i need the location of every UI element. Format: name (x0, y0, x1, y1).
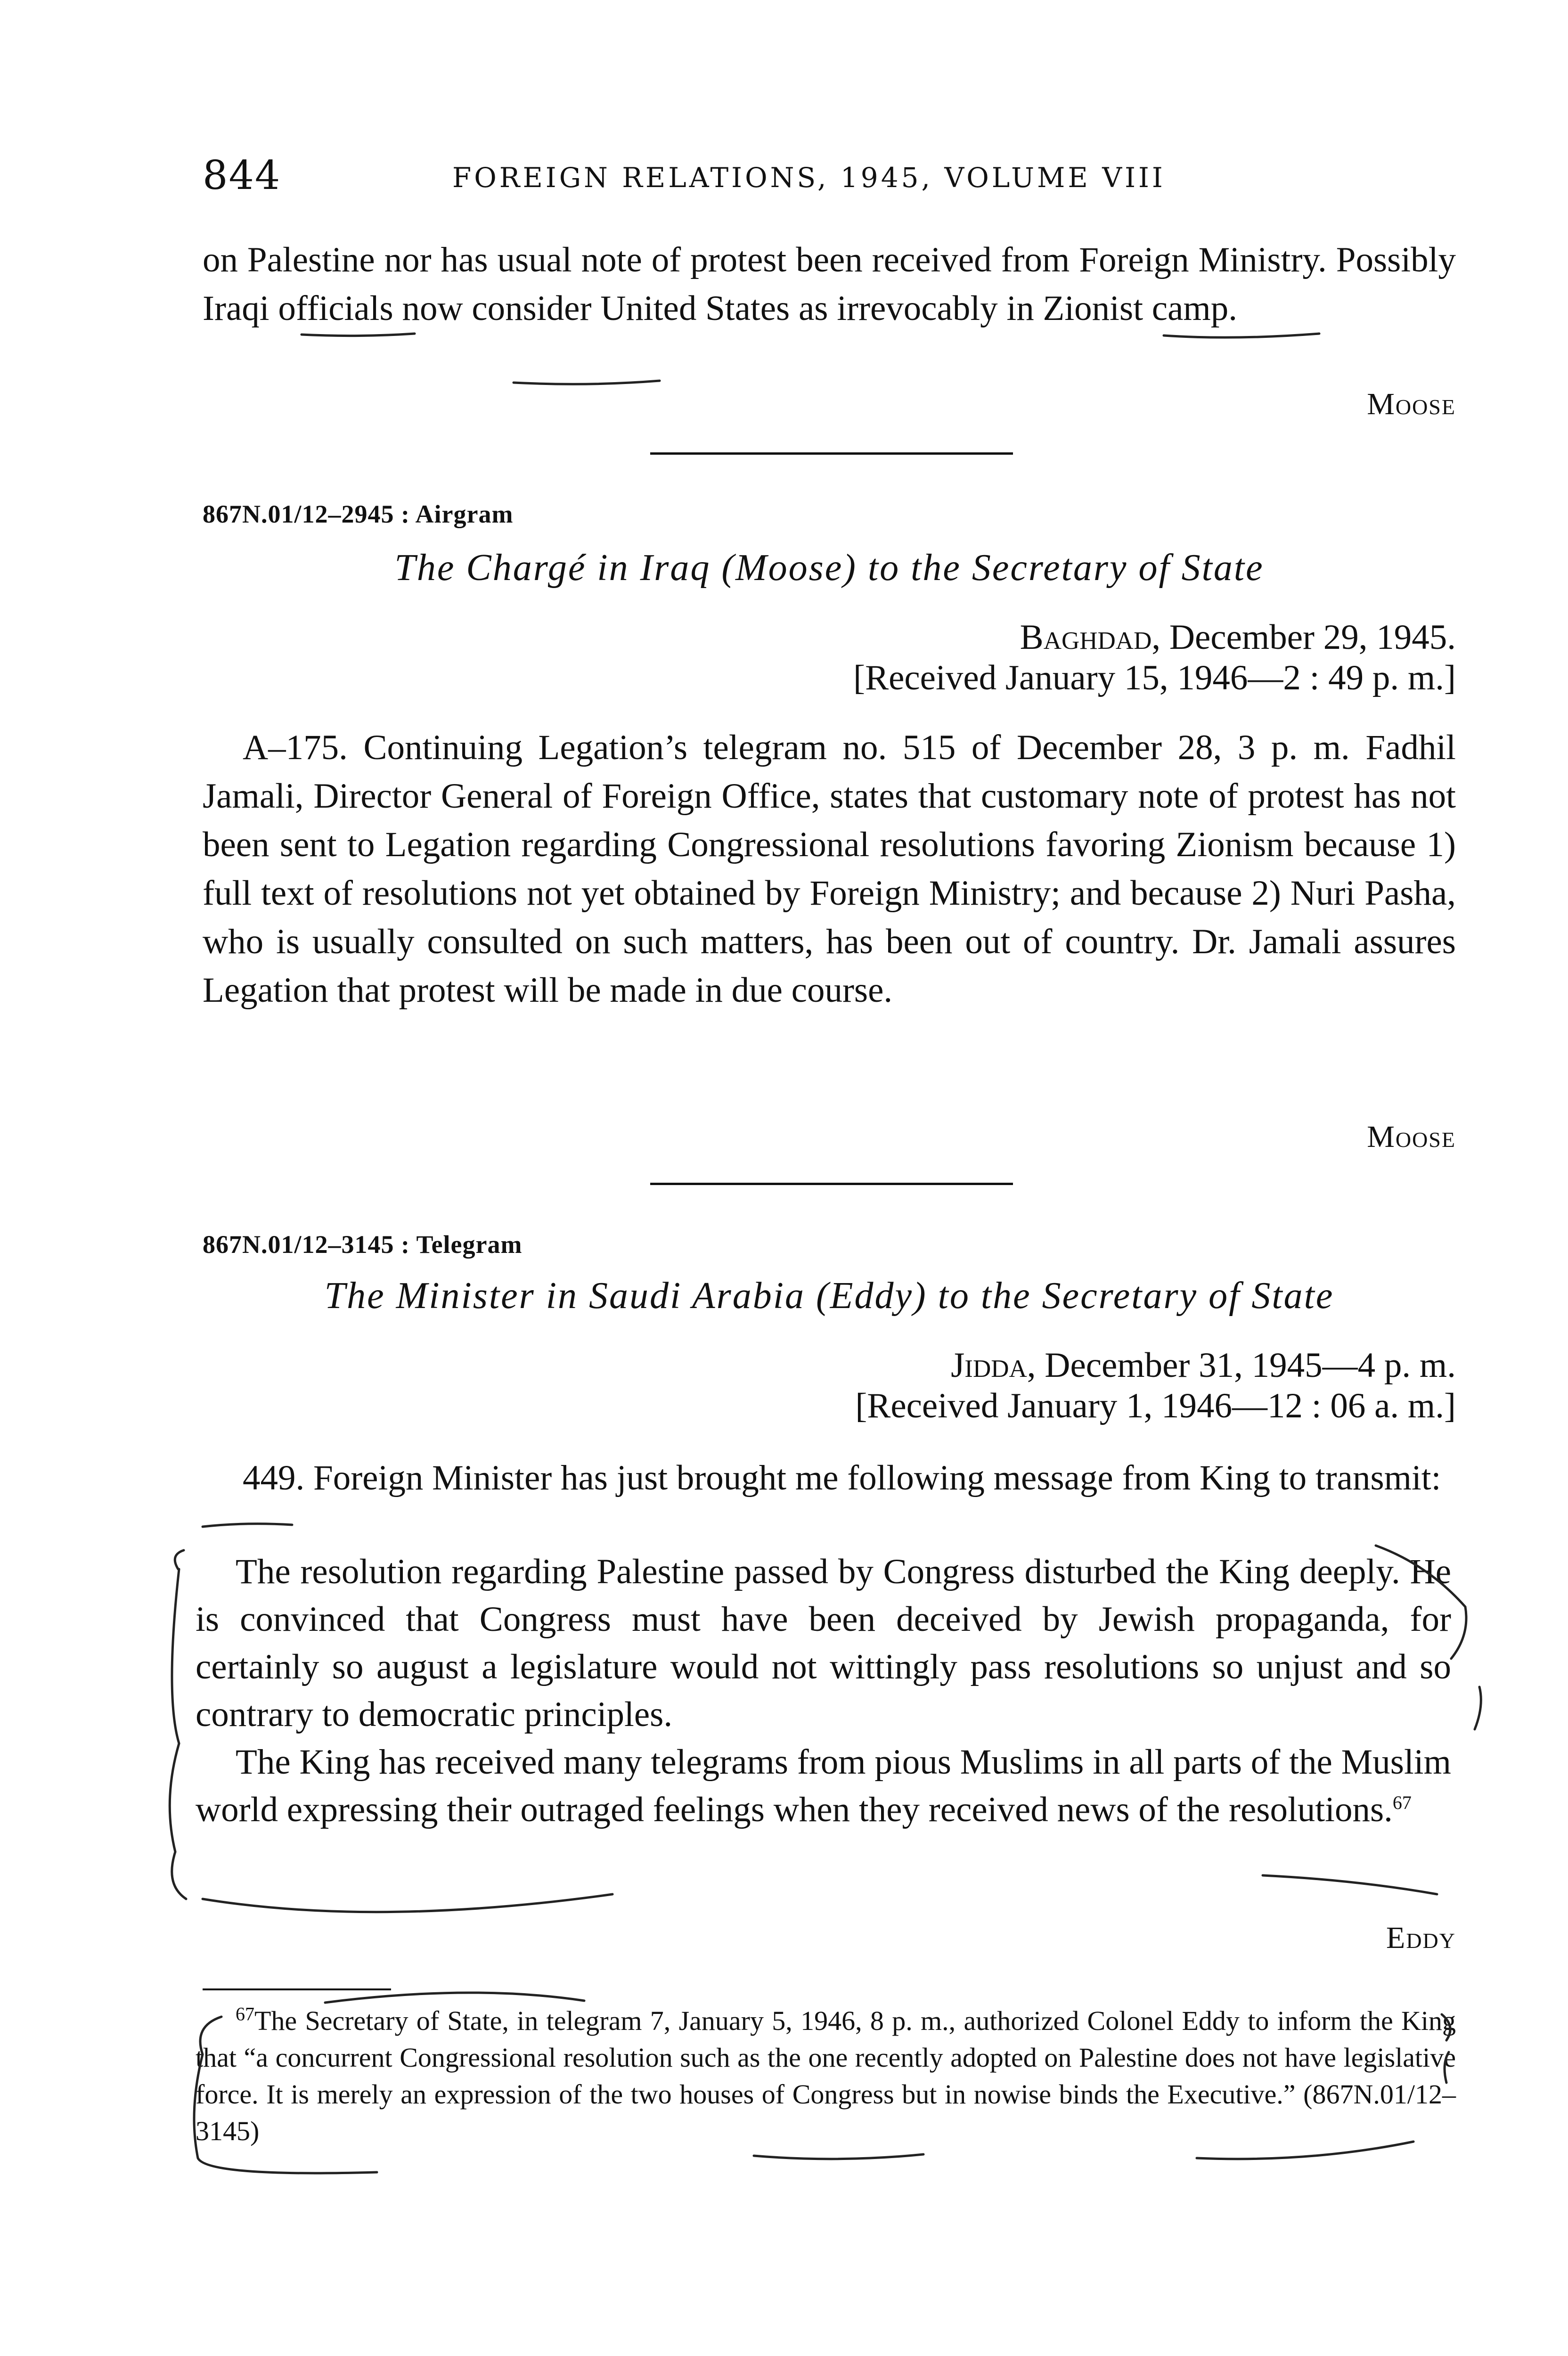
underline-they-received (203, 1894, 612, 1912)
quote-bracket-left (170, 1550, 186, 1899)
doc1-dateline (203, 617, 1456, 698)
doc1-received: [Received January 15, 1946—2 : 49 p. m.] (853, 658, 1456, 697)
doc2-intro-section (203, 1454, 1456, 1502)
continuation-section (203, 236, 1456, 333)
doc2-received: [Received January 1, 1946—12 : 06 a. m.] (855, 1386, 1456, 1425)
doc1-place: Baghdad (1020, 618, 1152, 657)
doc2-quote-paragraph-1: The resolution regarding Palestine passed by Congress disturbed the King deeply. He is convinced that Congress must have been deceived by Jewish propaganda, for certainly so august a legislature would not wittingly pass resolutions so unjust and so contrary to democratic principles. (196, 1552, 1451, 1734)
doc1-title: The Chargé in Iraq (Moose) to the Secretary of State (394, 547, 1264, 589)
doc2-quote-paragraph-2-text: The King has received many telegrams from pious Muslims in all parts of the Muslim world expressing their outraged feelings when they received news of the resolutions. (196, 1742, 1451, 1829)
signature-moose-2: Moose (1367, 1120, 1456, 1154)
signature-eddy: Eddy (1386, 1921, 1456, 1955)
signature-moose-1: Moose (1367, 387, 1456, 421)
doc2-place: Jidda (951, 1346, 1027, 1385)
footnote-text: The Secretary of State, in telegram 7, January 5, 1946, 8 p. m., authorized Colonel Eddy to inform the King that “a concurrent Congressional resolution such as the one recently adopted on Palestine does not have legislative force. It is merely an expression of the two houses of Congress but in nowise binds the Executive.” (867N.01/12–3145) (196, 2005, 1456, 2146)
page-header (203, 152, 1456, 207)
doc1-title-row (203, 547, 1456, 589)
underline-feelings-when (1263, 1875, 1437, 1894)
doc1-file-number-row (203, 499, 1456, 529)
section-divider-1 (650, 452, 1013, 455)
doc2-file-number: 867N.01/12–3145 : Telegram (203, 1230, 523, 1259)
page-number: 844 (203, 152, 281, 198)
doc2-signature-row (203, 1920, 1456, 1956)
footnote-number: 67 (236, 2003, 254, 2025)
doc2-quote-section (196, 1548, 1451, 1833)
footnote-underline-houses (754, 2154, 923, 2159)
doc2-quote-paragraph-2 (196, 1738, 1451, 1833)
doc1-body: A–175. Continuing Legation’s telegram no. 515 of December 28, 3 p. m. Fadhil Jamali, Director General of Foreign Office, states that customary note of protest has not been sent to Legation regarding Congressional resolutions favoring Zionism because 1) full text of resolutions not yet obtained by Foreign Ministry; and because 2) Nuri Pasha, who is usually consulted on such matters, has been out of country. Dr. Jamali assures Legation that protest will be made in due course. (203, 728, 1456, 1010)
doc1-signature-row (203, 1119, 1456, 1155)
doc1-date-line (203, 617, 1456, 658)
footnote-rule (203, 1988, 391, 1990)
footnote-ref-67: 67 (1392, 1792, 1412, 1813)
doc2-file-number-row (203, 1230, 1456, 1259)
running-head: FOREIGN RELATIONS, 1945, VOLUME VIII (452, 162, 1166, 194)
underline-possibly-iraqi (302, 334, 415, 336)
underline-zionist-camp (514, 381, 660, 384)
footnote-section (196, 2003, 1456, 2150)
continuation-text: on Palestine nor has usual note of protest been received from Foreign Ministry. Possibly Iraqi officials now consider United States as irrevocably in Zionist camp. (203, 240, 1456, 328)
doc2-title: The Minister in Saudi Arabia (Eddy) to the Secretary of State (324, 1275, 1334, 1317)
footnote-67 (196, 2003, 1456, 2150)
doc2-dateline (203, 1345, 1456, 1426)
doc2-date: , December 31, 1945—4 p. m. (1027, 1346, 1456, 1385)
doc2-intro: 449. Foreign Minister has just brought me following message from King to transmit: (243, 1458, 1441, 1497)
underline-king-to (203, 1524, 292, 1527)
doc2-date-line (203, 1345, 1456, 1386)
continuation-signature-row (203, 386, 1456, 422)
doc1-file-number: 867N.01/12–2945 : Airgram (203, 500, 514, 528)
doc1-body-section (203, 723, 1456, 1014)
doc2-title-row (203, 1275, 1456, 1317)
doc1-date: , December 29, 1945. (1152, 618, 1456, 657)
underline-united-states (1164, 334, 1319, 337)
section-divider-2 (650, 1183, 1013, 1185)
footnote-underline-secretary (325, 1993, 584, 2003)
